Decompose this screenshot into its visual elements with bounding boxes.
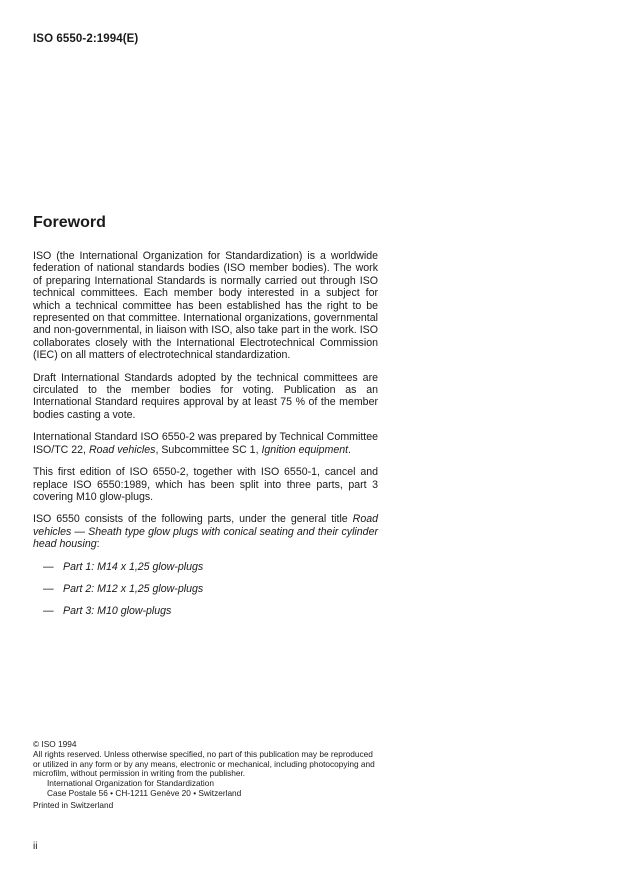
foreword-heading: Foreword	[33, 214, 106, 231]
paragraph-draft-standards: Draft International Standards adopted by the technical committees are circulated to the member bodies for voting. Publication as an International Standard requires approval by at least 75 % of the member bodies casting a vote.	[33, 371, 378, 421]
tc-title: Road vehicles	[88, 443, 156, 456]
parts-intro-text: ISO 6550 consists of the following parts, under the general title	[33, 513, 353, 526]
dash: —	[43, 582, 54, 595]
page-number: ii	[33, 841, 38, 852]
list-item	[33, 561, 378, 573]
general-title: Road vehicles — Sheath type glow plugs with conical seating and their cylinder head housing	[33, 513, 378, 551]
sc-title: Ignition equipment	[261, 443, 349, 456]
printed-in: Printed in Switzerland	[33, 799, 114, 810]
paragraph-prepared-by	[33, 431, 378, 456]
part-label: Part 1: M14 x 1,25 glow-plugs	[63, 560, 204, 573]
paragraph-parts-intro	[33, 513, 378, 550]
copyright-block	[33, 740, 378, 811]
organization-name: International Organization for Standardization	[47, 778, 214, 789]
dash: —	[43, 605, 54, 618]
part-label: Part 3: M10 glow-plugs	[63, 605, 172, 618]
list-item	[33, 605, 378, 617]
parts-list	[33, 561, 378, 618]
document-identifier: ISO 6550-2:1994(E)	[33, 33, 139, 45]
prepared-by-text: International Standard ISO 6550-2 was prepared by Technical Committee ISO/TC 22,	[33, 431, 378, 456]
foreword-body	[33, 250, 378, 628]
period: .	[348, 443, 351, 456]
list-item	[33, 583, 378, 595]
rights-notice: All rights reserved. Unless otherwise specified, no part of this publication may be reproduced or utilized in any form or by any means, electronic or mechanical, including photocopying and microfilm, without permission in writing from the publisher.	[33, 748, 375, 779]
paragraph-edition: This first edition of ISO 6550-2, together with ISO 6550-1, cancel and replace ISO 6550:1989, which has been split into three parts, part 3 covering M10 glow-plugs.	[33, 466, 378, 503]
colon: :	[96, 538, 100, 551]
dash: —	[43, 560, 54, 573]
postal-address: Case Postale 56 • CH-1211 Genève 20 • Switzerland	[47, 787, 242, 798]
copyright-line: © ISO 1994	[33, 739, 77, 749]
subcommittee-text: , Subcommittee SC 1,	[155, 443, 262, 456]
paragraph-iso-intro: ISO (the International Organization for Standardization) is a worldwide federation of national standards bodies (ISO member bodies). The work of preparing International Standards is normally carried out through ISO technical committees. Each member body interested in a subject for which a technical committee has been established has the right to be represented on that committee. International organizations, governmental and non-governmental, in liaison with ISO, also take part in the work. ISO collaborates closely with the International Electrotechnical Commission (IEC) on all matters of electrotechnical standardization.	[33, 250, 378, 362]
part-label: Part 2: M12 x 1,25 glow-plugs	[63, 582, 204, 595]
